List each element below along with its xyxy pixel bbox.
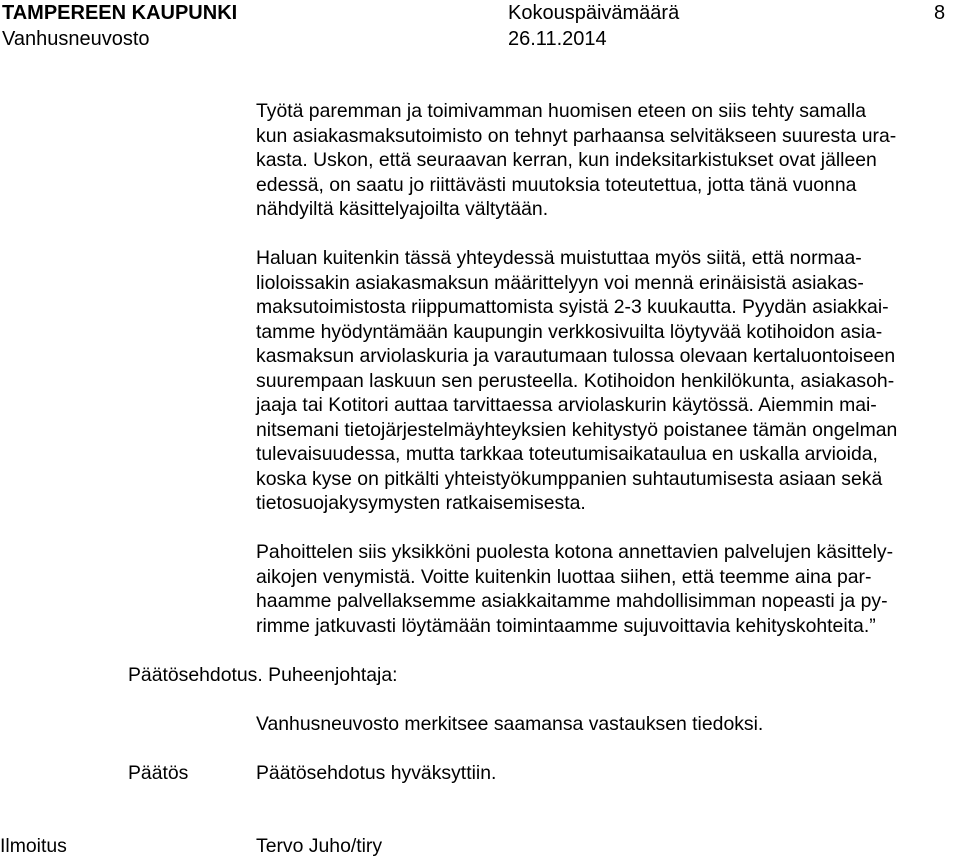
paragraph-line: rimme jatkuvasti löytämään toimintaamme sujuvoittavia kehityskohteita.” (256, 615, 876, 637)
proposal-text: Vanhusneuvosto merkitsee saamansa vastauksen tiedoksi. (256, 713, 764, 735)
notice-label: Ilmoitus (0, 835, 67, 857)
notice-text: Tervo Juho/tiry (256, 835, 383, 857)
organization-name: TAMPEREEN KAUPUNKI (2, 2, 238, 24)
decision-text: Päätösehdotus hyväksyttiin. (256, 762, 497, 784)
page-number: 8 (934, 2, 946, 24)
paragraph-line: Pahoittelen siis yksikköni puolesta kotona annettavien palvelujen käsittely- (256, 541, 894, 563)
decision-label: Päätös (128, 762, 189, 784)
meeting-date-value: 26.11.2014 (508, 28, 607, 50)
paragraph-line: tietosuojakysymysten ratkaisemisesta. (256, 492, 586, 514)
paragraph-line: kasta. Uskon, että seuraavan kerran, kun indeksitarkistukset ovat jälleen (256, 149, 877, 171)
paragraph-line: nähdyiltä käsittelyajoilta vältytään. (256, 198, 549, 220)
paragraph-line: koska kyse on pitkälti yhteistyökumppanien suhtautumisesta asiaan sekä (256, 468, 883, 490)
paragraph-line: haamme palvellaksemme asiakkaitamme mahdollisimman nopeasti ja py- (256, 590, 888, 612)
proposal-label: Päätösehdotus. Puheenjohtaja: (128, 664, 398, 686)
paragraph-line: lioloissakin asiakasmaksun määrittelyyn voi mennä erinäisistä asiakas- (256, 272, 864, 294)
paragraph-line: kasmaksun arviolaskuria ja varautumaan tulossa olevaan kertaluontoiseen (256, 345, 896, 367)
paragraph-line: tamme hyödyntämään kaupungin verkkosivuilta löytyvää kotihoidon asia- (256, 321, 883, 343)
body-name: Vanhusneuvosto (2, 28, 150, 50)
paragraph-line: kun asiakasmaksutoimisto on tehnyt parhaansa selvitäkseen suuresta ura- (256, 125, 897, 147)
paragraph-line: Haluan kuitenkin tässä yhteydessä muistuttaa myös siitä, että normaa- (256, 247, 862, 269)
paragraph-line: nitsemani tietojärjestelmäyhteyksien kehitystyö poistanee tämän ongelman (256, 419, 898, 441)
paragraph-line: maksutoimistosta riippumattomista syistä 2-3 kuukautta. Pyydän asiakkai- (256, 296, 889, 318)
paragraph-line: jaaja tai Kotitori auttaa tarvittaessa arviolaskurin käytössä. Aiemmin mai- (256, 394, 877, 416)
paragraph-line: edessä, on saatu jo riittävästi muutoksia toteutettua, jotta tänä vuonna (256, 174, 857, 196)
paragraph-line: tulevaisuudessa, mutta tarkkaa toteutumisaikataulua en uskalla arvioida, (256, 443, 878, 465)
paragraph-line: Työtä paremman ja toimivamman huomisen eteen on siis tehty samalla (256, 100, 867, 122)
paragraph-line: suurempaan laskuun sen perusteella. Kotihoidon henkilökunta, asiakasoh- (256, 370, 895, 392)
meeting-date-label: Kokouspäivämäärä (508, 2, 680, 24)
paragraph-line: aikojen venymistä. Voitte kuitenkin luottaa siihen, että teemme aina par- (256, 566, 872, 588)
